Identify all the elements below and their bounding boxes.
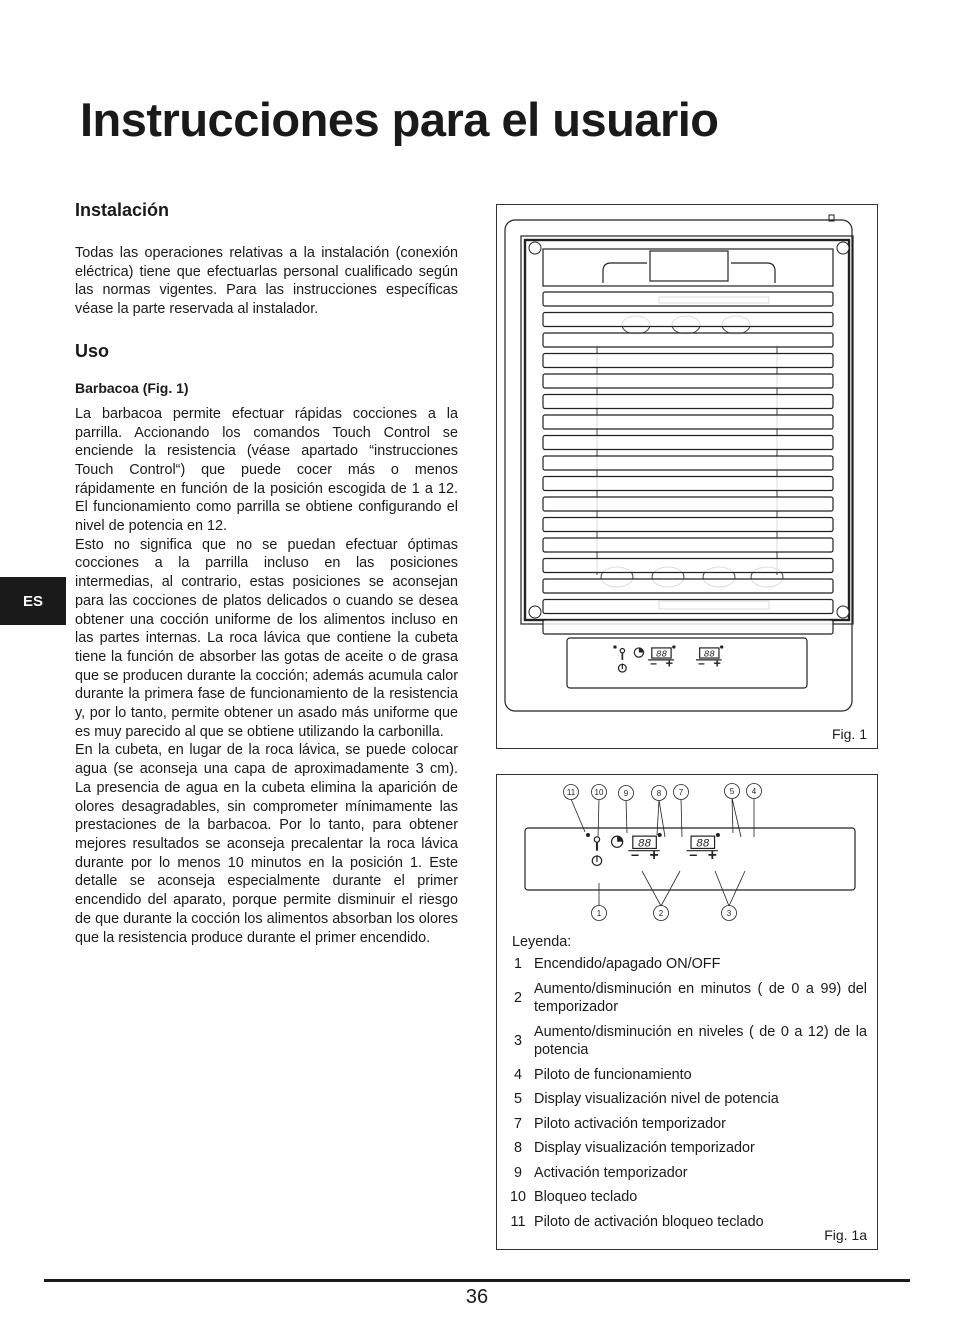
power-plus-button: + <box>707 847 717 865</box>
legend-number: 3 <box>513 1032 522 1049</box>
callout-label: 11 <box>566 788 576 797</box>
lock-pilot-icon <box>586 833 590 837</box>
legend-text: Bloqueo teclado <box>534 1189 638 1205</box>
legend-item <box>507 1213 867 1232</box>
legend-number: 4 <box>513 1066 522 1083</box>
screw-icon <box>529 242 541 254</box>
touch-control-panel <box>567 638 807 688</box>
grill-bar <box>543 374 833 388</box>
figure-1-caption: Fig. 1 <box>831 726 867 742</box>
callout-label: 1 <box>596 909 602 918</box>
timer-pilot-icon <box>672 645 675 648</box>
legend-number: 9 <box>513 1164 522 1181</box>
power-display-digits: 88 <box>703 648 715 660</box>
use-paragraph: La barbacoa permite efectuar rápidas cocciones a la parrilla. Accionando los comandos Touch Control se enciende la resistencia (véase apartado “instrucciones Touch Control“) que puede cocer más o menos rápidamente en función de la posición escogida de 1 a 12. El funcionamiento como parrilla se obtiene configurando el nivel de potencia en 12. <box>75 405 458 535</box>
timer-plus-button: + <box>649 847 659 865</box>
power-pilot-icon <box>716 833 720 837</box>
legend-number: 1 <box>513 956 522 972</box>
page-number: 36 <box>465 1286 489 1308</box>
legend-text: Aumento/disminución en minutos ( de 0 a 99) del temporizador <box>534 980 867 1015</box>
power-pilot-icon <box>720 645 723 648</box>
timer-minus-button: – <box>650 656 657 671</box>
legend-text: Display visualización temporizador <box>534 1140 755 1156</box>
callout-label: 2 <box>658 909 664 918</box>
language-tab: ES <box>0 577 66 625</box>
figure-1a-caption: Fig. 1a <box>824 1227 867 1243</box>
legend-text: Piloto de activación bloqueo teclado <box>534 1213 764 1230</box>
legend-text: Piloto de funcionamiento <box>534 1066 692 1083</box>
legend-list <box>507 955 867 1237</box>
timer-pilot-icon <box>658 833 662 837</box>
barbecue-subheading: Barbacoa (Fig. 1) <box>75 379 189 396</box>
screw-icon <box>837 242 849 254</box>
grill-bar <box>543 518 833 532</box>
installation-text: Todas las operaciones relativas a la instalación (conexión eléctrica) tiene que efectuarlas personal cualificado según las normas vigentes. Para las instrucciones específicas véase la parte reservada al instalador. <box>75 245 458 318</box>
grill-bars <box>543 292 833 634</box>
legend-item <box>507 1139 867 1158</box>
legend-item <box>507 1164 867 1183</box>
legend-text: Piloto activación temporizador <box>534 1115 726 1132</box>
legend-item <box>507 955 867 974</box>
footer-rule <box>44 1279 910 1282</box>
figure-1a <box>496 774 878 1250</box>
grill-bar <box>543 436 833 450</box>
callout-label: 10 <box>594 788 604 797</box>
timer-minus-button: – <box>630 847 640 864</box>
legend-item <box>507 1115 867 1134</box>
grill-bar <box>543 559 833 573</box>
legend-text: Aumento/disminución en niveles ( de 0 a 12) de la potencia <box>534 1023 867 1058</box>
lock-pilot-icon <box>613 645 616 648</box>
legend-text: Activación temporizador <box>534 1164 688 1181</box>
screw-icon <box>837 606 849 618</box>
legend-number: 11 <box>510 1213 526 1230</box>
grill-bar <box>543 477 833 491</box>
grill-bar <box>543 600 833 614</box>
grill-bar <box>543 456 833 470</box>
timer-display-digits: 88 <box>637 838 652 851</box>
power-display-digits: 88 <box>696 838 710 851</box>
installation-heading: Instalación <box>75 200 170 220</box>
callout-label: 4 <box>751 787 757 796</box>
grill-bar <box>543 538 833 552</box>
legend-item <box>507 1023 867 1060</box>
grill-bar <box>543 313 833 327</box>
text-column <box>75 200 458 947</box>
legend-number: 8 <box>513 1140 522 1156</box>
legend-number: 2 <box>513 989 522 1006</box>
callout-label: 5 <box>729 787 735 796</box>
legend-item <box>507 980 867 1017</box>
power-minus-button: – <box>689 847 698 864</box>
grill-bar <box>543 333 833 347</box>
figure-1 <box>496 204 878 749</box>
legend-text: Display visualización nivel de potencia <box>534 1091 779 1107</box>
callout-label: 3 <box>726 909 732 918</box>
grill-bar <box>543 395 833 409</box>
use-paragraph: Esto no significa que no se puedan efectuar óptimas cocciones a la parrilla incluso en las posiciones intermedias, al contrario, estas posiciones se aconsejan para las cocciones de platos delicados o cuando se desea obtener una cocción uniforme de los alimentos incluso en las partes internas. La roca lávica que contiene la cubeta tiene la función de absorber las gotas de aceite o de grasa que se producen durante la cocción; además acumula calor durante la primera fase de funcionamiento de la resistencia y, por lo tanto, permite obtener un asado más uniforme que es muy parecido al que se obtiene utilizando la carbonilla. <box>75 536 458 740</box>
callout-label: 8 <box>656 789 662 798</box>
legend-number: 10 <box>509 1189 526 1205</box>
legend-item <box>507 1090 867 1109</box>
timer-display-digits: 88 <box>655 648 667 660</box>
grill-bar <box>543 415 833 429</box>
grill-bar <box>543 497 833 511</box>
legend-number: 7 <box>513 1115 522 1132</box>
callout-label: 7 <box>678 788 684 797</box>
screw-icon <box>529 606 541 618</box>
grill-illustration <box>497 205 879 750</box>
legend-item <box>507 1066 867 1085</box>
grill-bar <box>543 579 833 593</box>
use-paragraph: En la cubeta, en lugar de la roca lávica, se puede colocar agua (se aconseja una capa de aproximadamente 3 cm). La presencia de agua en la cubeta elimina la aparición de olores desagradables, sin comprometer mínimamente las prestaciones de la barbacoa. Por lo tanto, para obtener mejores resultados se aconseja precalentar la roca lávica durante por lo menos 10 minutos en la posición 1. Este detalle se aconseja especialmente durante el primer encendido del aparato, porque permite disminuir el riesgo de que durante la cocción los alimentos absorban los olores que la resistencia produce durante el primer encendido. <box>75 742 458 946</box>
power-plus-button: + <box>713 655 721 671</box>
grill-bar <box>543 354 833 368</box>
power-minus-button: – <box>698 656 705 671</box>
timer-plus-button: + <box>665 655 674 671</box>
legend-number: 5 <box>513 1091 522 1107</box>
legend-text: Encendido/apagado ON/OFF <box>534 956 721 972</box>
callout-label: 9 <box>623 789 629 798</box>
grill-bar <box>543 292 833 306</box>
legend-item <box>507 1188 867 1207</box>
page-title: Instrucciones para el usuario <box>80 93 719 146</box>
use-heading: Uso <box>75 340 110 361</box>
grill-bar <box>543 620 833 634</box>
legend-title: Leyenda: <box>512 934 572 950</box>
control-panel-diagram <box>497 775 879 925</box>
